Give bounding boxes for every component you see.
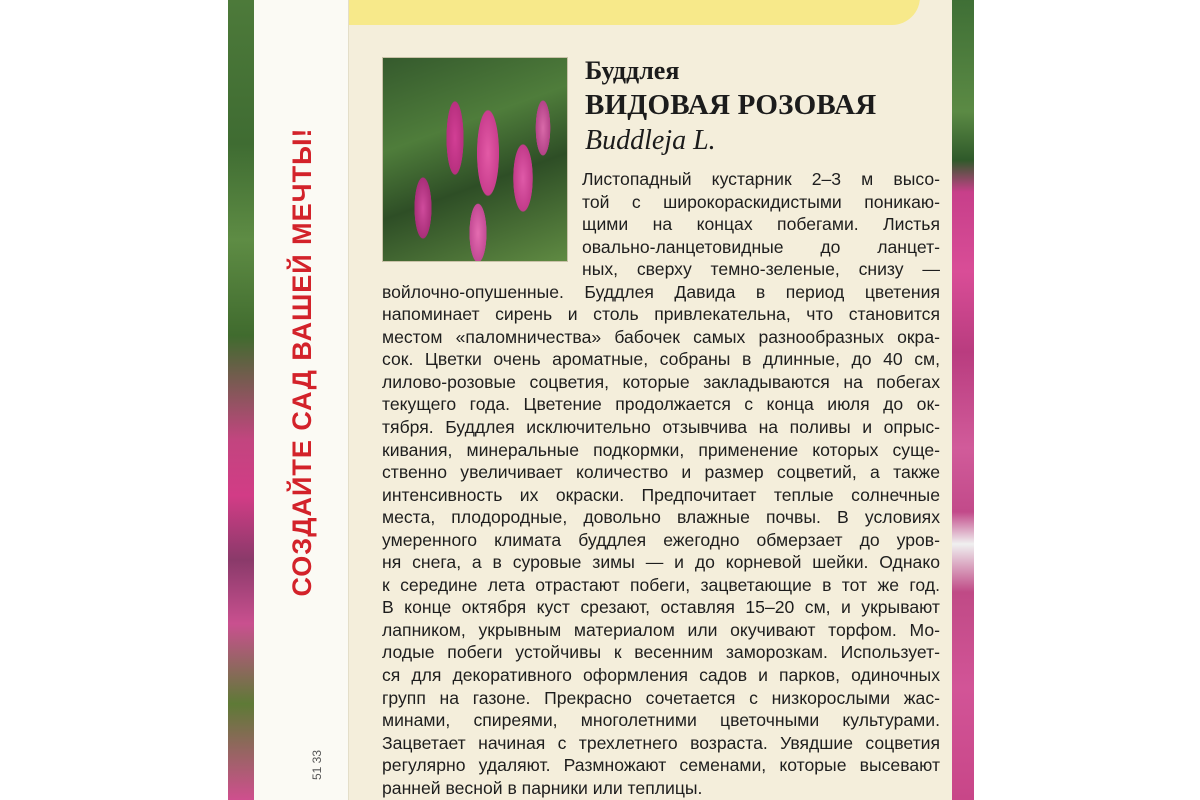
description-line: местом «паломничества» бабочек самых разнообразных окра- xyxy=(382,326,940,347)
description-line: групп на газоне. Прекрасно сочетается с низкорослыми жас- xyxy=(382,687,940,708)
description-line: напоминает сирень и столь привлекательна, что становится xyxy=(382,304,940,325)
description-line: интенсивность их окраски. Предпочитает теплые солнечные xyxy=(382,484,940,505)
description-line: Листопадный кустарник 2–3 м высо- xyxy=(582,169,940,189)
description xyxy=(382,168,940,799)
description-line: места, плодородные, довольно влажные почвы. В условиях xyxy=(382,507,940,528)
description-line: ня снега, а в суровые зимы — и до корневой шейки. Однако xyxy=(382,552,940,573)
description-line: лилово-розовые соцветия, которые закладываются на побегах xyxy=(382,371,940,392)
description-line: минами, спиреями, многолетними цветочными культурами. xyxy=(382,710,940,731)
description-line: войлочно-опушенные. Буддлея Давида в период цветения xyxy=(382,281,940,302)
yellow-header-tab xyxy=(250,0,920,25)
description-line: лодые побеги устойчивы к весенним заморозкам. Использует- xyxy=(382,642,940,663)
description-line: кивания, минеральные подкормки, применение которых суще- xyxy=(382,439,940,460)
flower-photo-strip-left xyxy=(228,0,254,800)
description-line: к середине лета отрастают побеги, зацветающие в тот же год. xyxy=(382,574,940,595)
description-line: лапником, укрывным материалом или окучивают торфом. Мо- xyxy=(382,619,940,640)
description-line: тября. Буддлея исключительно отзывчива на поливы и опрыс- xyxy=(382,417,940,438)
description-line: ранней весной в парники или теплицы. xyxy=(382,777,703,798)
side-panel xyxy=(254,0,349,800)
product-title xyxy=(585,55,876,159)
description-line: В конце октября куст срезают, оставляя 15–20 см, и укрывают xyxy=(382,597,940,618)
product-code: 51 33 xyxy=(310,749,325,781)
description-line: умеренного климата буддлея ежегодно обмерзает до уров- xyxy=(382,529,940,550)
description-line: щими на концах побегами. Листья xyxy=(582,214,940,235)
description-line: регулярно удаляют. Размножают семенами, которые высевают xyxy=(382,755,940,776)
description-line: ных, сверху темно-зеленые, снизу — xyxy=(582,259,940,280)
side-slogan: СОЗДАЙТЕ САД ВАШЕЙ МЕЧТЫ! xyxy=(287,127,317,597)
description-line: сок. Цветки очень ароматные, собраны в длинные, до 40 см, xyxy=(382,349,940,370)
genus-name: Буддлея xyxy=(585,56,680,85)
description-line: овально-ланцетовидные до ланцет- xyxy=(582,236,940,257)
description-line: ственно увеличивает количество и размер соцветий, а также xyxy=(382,462,940,483)
description-line: текущего года. Цветение продолжается с конца июля до ок- xyxy=(382,394,940,415)
description-line: той с широкораскидистыми поникаю- xyxy=(582,191,940,212)
description-line: Зацветает начиная с трехлетнего возраста. Увядшие соцветия xyxy=(382,732,940,753)
description-line: ся для декоративного оформления садов и парков, одиночных xyxy=(382,665,940,686)
latin-name: Buddleja L. xyxy=(585,125,716,156)
variety-name: ВИДОВАЯ РОЗОВАЯ xyxy=(585,89,877,121)
flower-photo-strip-right xyxy=(952,0,974,800)
